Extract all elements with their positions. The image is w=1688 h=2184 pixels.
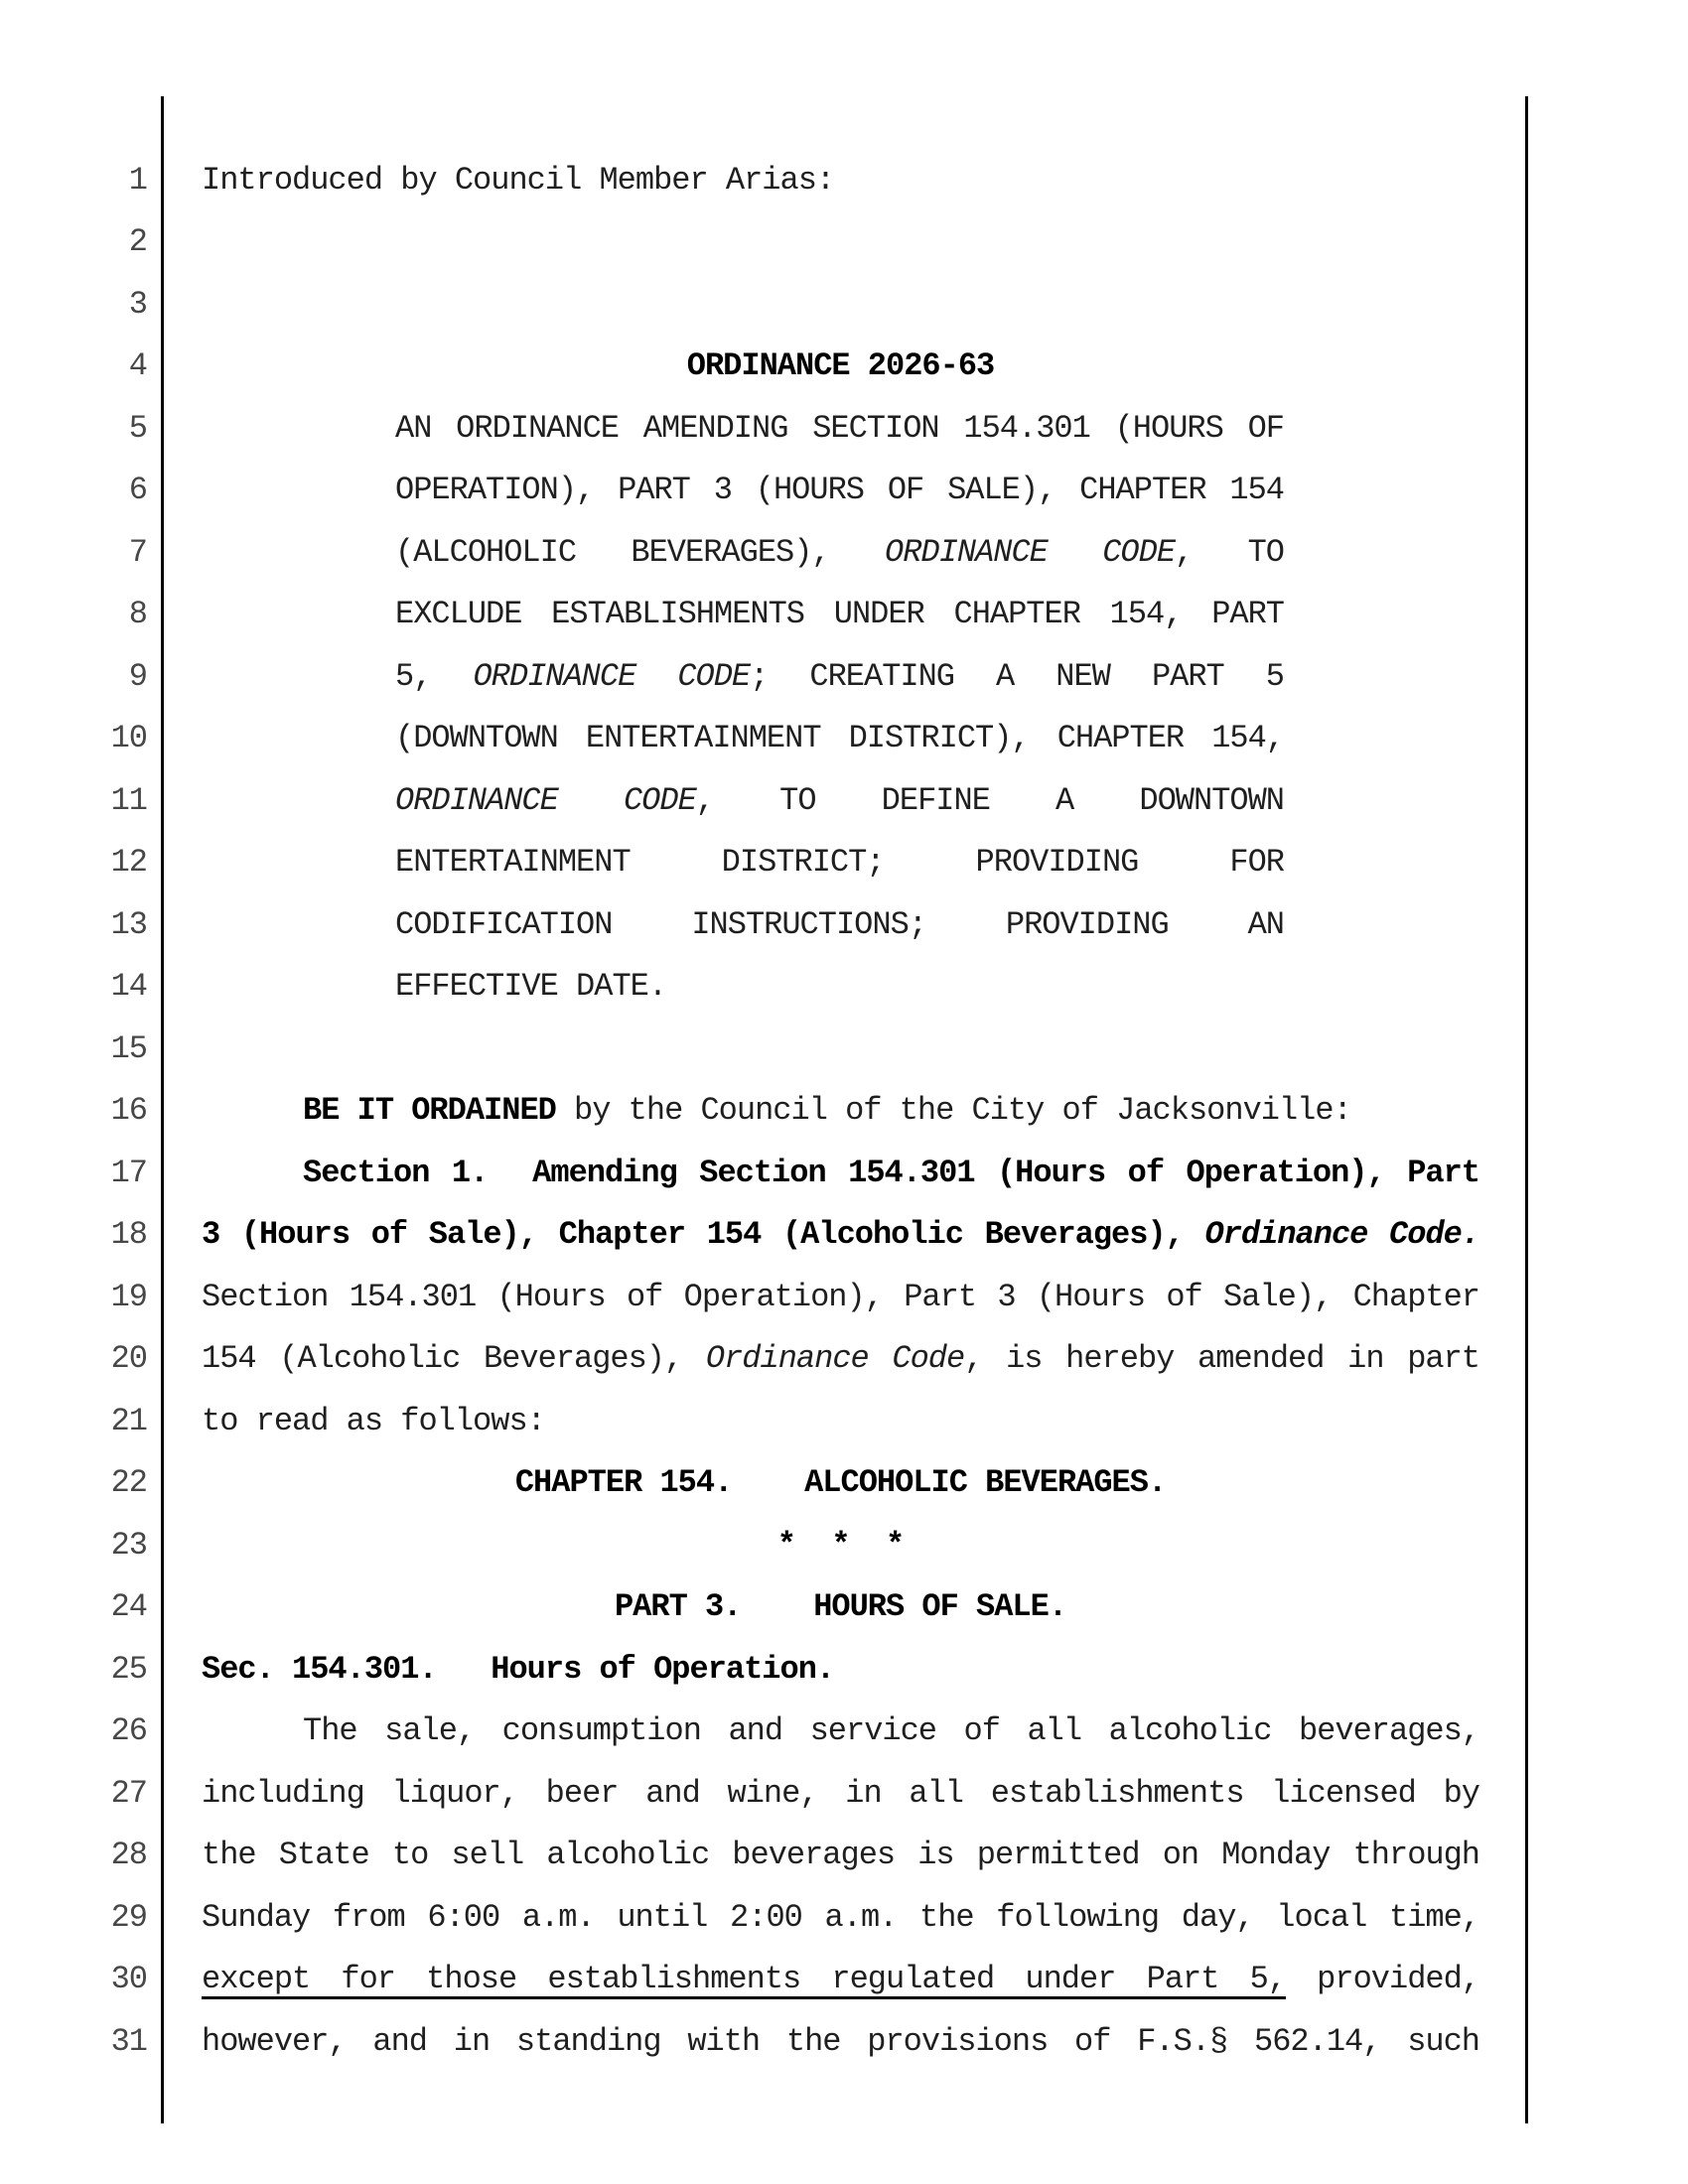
line-18 [0, 1204, 1688, 1267]
line-number: 4 [128, 347, 147, 385]
line-number: 24 [110, 1588, 147, 1626]
line-text [202, 1464, 1479, 1501]
line-19 [0, 1266, 1688, 1328]
line-number: 9 [128, 657, 147, 695]
line-12 [0, 832, 1688, 894]
line-number: 5 [128, 409, 147, 447]
text-segment: CODIFICATION INSTRUCTIONS; PROVIDING AN [395, 905, 1284, 943]
text-segment: 154 (Alcoholic Beverages), [202, 1340, 706, 1378]
line-text [202, 1588, 1479, 1625]
line-5 [0, 397, 1688, 460]
text-segment-italic: ORDINANCE CODE [395, 781, 696, 819]
line-number: 7 [128, 533, 147, 571]
part-heading: PART 3. HOURS OF SALE. [614, 1588, 1067, 1626]
asterisk-separator: * * * [776, 1526, 905, 1564]
line-text [202, 2023, 1479, 2060]
line-text [202, 472, 1479, 508]
text-segment: AN ORDINANCE AMENDING SECTION 154.301 (HOURS OF [395, 409, 1284, 447]
text-segment: 5, [395, 657, 474, 695]
line-text [202, 1403, 1479, 1439]
line-number: 21 [110, 1402, 147, 1439]
text-segment: including liquor, beer and wine, in all establishments licensed by [202, 1774, 1479, 1812]
line-text [202, 1216, 1479, 1253]
line-21 [0, 1390, 1688, 1452]
line-17 [0, 1142, 1688, 1204]
text-segment: provided, [1286, 1961, 1480, 1998]
line-number: 17 [110, 1154, 147, 1191]
line-number: 23 [110, 1526, 147, 1564]
line-number: 19 [110, 1278, 147, 1315]
line-number: 22 [110, 1464, 147, 1502]
ordinance-title: ORDINANCE 2026-63 [686, 347, 995, 385]
text-segment: ENTERTAINMENT DISTRICT; PROVIDING FOR [395, 844, 1284, 882]
line-14 [0, 956, 1688, 1019]
line-23 [0, 1514, 1688, 1576]
text-segment: the State to sell alcoholic beverages is permitted on Monday through [202, 1837, 1479, 1874]
line-number: 11 [110, 781, 147, 819]
line-8 [0, 584, 1688, 646]
line-24 [0, 1576, 1688, 1639]
line-text [202, 1092, 1479, 1129]
line-text [202, 968, 1479, 1005]
text-segment: , TO DEFINE A DOWNTOWN [695, 781, 1284, 819]
text-segment: (DOWNTOWN ENTERTAINMENT DISTRICT), CHAPTER 154, [395, 720, 1284, 757]
text-segment-italic: Ordinance Code [705, 1340, 965, 1378]
line-text [202, 1527, 1479, 1564]
line-13 [0, 893, 1688, 956]
line-27 [0, 1762, 1688, 1825]
underlined-amendment-text: except for those establishments regulated under Part 5, [202, 1961, 1286, 1998]
line-31 [0, 2010, 1688, 2073]
line-30 [0, 1949, 1688, 2011]
text-segment: Sunday from 6:00 a.m. until 2:00 a.m. the following day, local time, [202, 1898, 1479, 1936]
line-7 [0, 521, 1688, 584]
line-text [202, 1651, 1479, 1688]
line-number: 15 [110, 1029, 147, 1067]
line-number: 30 [110, 1961, 147, 1998]
text-segment: (ALCOHOLIC BEVERAGES), [395, 533, 886, 571]
line-text [202, 1899, 1479, 1936]
text-segment: OPERATION), PART 3 (HOURS OF SALE), CHAPTER 154 [395, 472, 1284, 509]
text-segment: ; CREATING A NEW PART 5 [750, 657, 1285, 695]
line-1 [0, 149, 1688, 211]
line-number: 1 [128, 161, 147, 199]
text-segment: EXCLUDE ESTABLISHMENTS UNDER CHAPTER 154, PART [395, 596, 1284, 633]
text-segment: to read as follows: [202, 1402, 545, 1439]
line-text [202, 720, 1479, 756]
line-16 [0, 1080, 1688, 1143]
line-9 [0, 645, 1688, 708]
line-29 [0, 1886, 1688, 1949]
line-number: 16 [110, 1092, 147, 1130]
text-segment-italic: ORDINANCE CODE [473, 657, 751, 695]
line-number: 12 [110, 844, 147, 882]
line-number: 31 [110, 2022, 147, 2060]
line-number: 6 [128, 472, 147, 509]
line-text [202, 534, 1479, 571]
line-text [202, 1712, 1479, 1749]
line-15 [0, 1018, 1688, 1080]
text-segment-italic: ORDINANCE CODE [885, 533, 1176, 571]
line-11 [0, 769, 1688, 832]
line-text [202, 844, 1479, 881]
section-heading: Sec. 154.301. Hours of Operation. [202, 1650, 835, 1688]
line-22 [0, 1452, 1688, 1515]
line-6 [0, 460, 1688, 522]
line-number: 29 [110, 1898, 147, 1936]
line-text [202, 410, 1479, 447]
line-text [202, 1837, 1479, 1873]
text-segment: however, and in standing with the provisions of F.S.§ 562.14, such [202, 2022, 1479, 2060]
line-text [202, 782, 1479, 819]
chapter-heading: CHAPTER 154. ALCOHOLIC BEVERAGES. [514, 1464, 1167, 1502]
text-segment-bold: 3 (Hours of Sale), Chapter 154 (Alcoholic Beverages), [202, 1216, 1205, 1254]
line-number: 28 [110, 1837, 147, 1874]
line-3 [0, 273, 1688, 336]
line-number: 8 [128, 596, 147, 633]
line-number: 25 [110, 1650, 147, 1688]
line-number: 10 [110, 720, 147, 757]
text-segment: EFFECTIVE DATE. [395, 968, 667, 1006]
text-segment: , is hereby amended in part [964, 1340, 1480, 1378]
line-number: 18 [110, 1216, 147, 1254]
line-text [202, 1155, 1479, 1191]
line-text [202, 596, 1479, 632]
line-25 [0, 1638, 1688, 1701]
line-2 [0, 211, 1688, 274]
line-text [202, 1775, 1479, 1812]
line-28 [0, 1825, 1688, 1887]
text-segment-bold-italic: Ordinance Code. [1204, 1216, 1480, 1254]
text-segment: Introduced by Council Member Arias: [202, 161, 835, 199]
line-text [202, 347, 1479, 384]
line-text [202, 1961, 1479, 1997]
line-number: 2 [128, 223, 147, 261]
line-number: 3 [128, 285, 147, 323]
line-text [202, 658, 1479, 695]
text-segment: The sale, consumption and service of all alcoholic beverages, [303, 1712, 1479, 1750]
line-number: 20 [110, 1340, 147, 1378]
line-20 [0, 1328, 1688, 1391]
line-text [202, 1340, 1479, 1377]
text-segment-bold: BE IT ORDAINED [303, 1092, 556, 1130]
line-10 [0, 708, 1688, 770]
text-segment-bold: Section 1. Amending Section 154.301 (Hours of Operation), Part [303, 1154, 1479, 1191]
line-text [202, 906, 1479, 943]
line-4 [0, 336, 1688, 398]
line-number: 26 [110, 1712, 147, 1750]
line-text [202, 1279, 1479, 1315]
text-segment: by the Council of the City of Jacksonville: [555, 1092, 1351, 1130]
line-number: 14 [110, 968, 147, 1006]
line-26 [0, 1701, 1688, 1763]
line-number: 13 [110, 905, 147, 943]
line-number: 27 [110, 1774, 147, 1812]
text-segment: , TO [1175, 533, 1285, 571]
line-text [202, 162, 1479, 199]
text-segment: Section 154.301 (Hours of Operation), Part 3 (Hours of Sale), Chapter [202, 1278, 1479, 1315]
